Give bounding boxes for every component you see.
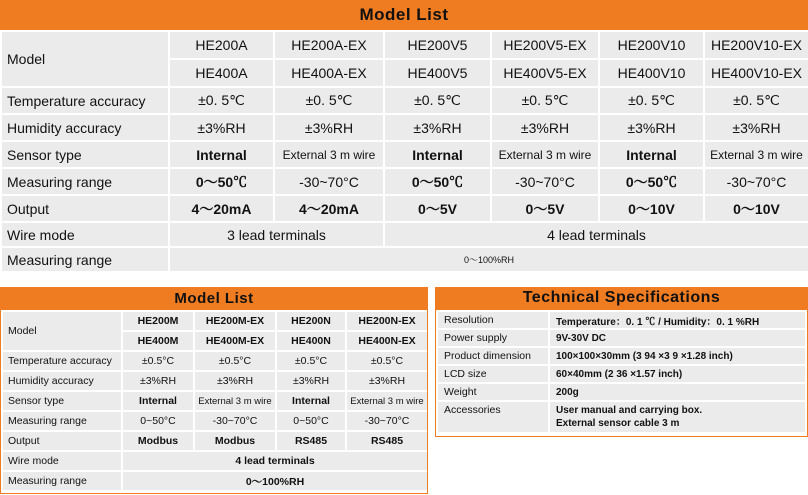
hum-cell: ±3%RH — [275, 115, 383, 140]
model-label: Model — [2, 32, 168, 86]
sensor-cell: Internal — [600, 142, 703, 167]
range-cell: -30~70°C — [275, 169, 383, 194]
measuring-range-label: Measuring range — [2, 169, 168, 194]
humidity-accuracy-label: Humidity accuracy — [2, 115, 168, 140]
measuring-range-label: Measuring range — [3, 412, 121, 430]
temp-cell: ±0.5°C — [347, 352, 427, 370]
hum-cell: ±3%RH — [385, 115, 490, 140]
sensor-cell: Internal — [277, 392, 345, 410]
temp-cell: ±0. 5℃ — [385, 88, 490, 113]
output-cell: 4～20mA — [275, 196, 383, 221]
wire-cell: 4 lead terminals — [123, 452, 427, 470]
output-cell: 0～10V — [705, 196, 808, 221]
bottom-model-table-panel — [0, 309, 428, 494]
temp-cell: ±0. 5℃ — [492, 88, 598, 113]
range-cell: 0～50℃ — [600, 169, 703, 194]
model-cell: HE400M-EX — [195, 332, 275, 350]
spec-key: LCD size — [438, 366, 548, 382]
wire-mode-label: Wire mode — [3, 452, 121, 470]
sensor-cell: Internal — [123, 392, 193, 410]
output-label: Output — [3, 432, 121, 450]
output-cell: RS485 — [347, 432, 427, 450]
sensor-cell: External 3 m wire — [195, 392, 275, 410]
output-cell: 4～20mA — [170, 196, 273, 221]
model-cell: HE200V5 — [385, 32, 490, 58]
model-cell: HE400A — [170, 60, 273, 86]
sensor-cell: External 3 m wire — [275, 142, 383, 167]
range-cell: -30~70°C — [492, 169, 598, 194]
model-cell: HE400V10 — [600, 60, 703, 86]
output-cell: RS485 — [277, 432, 345, 450]
sensor-cell: External 3 m wire — [492, 142, 598, 167]
range-cell: 0～50℃ — [385, 169, 490, 194]
spec-value: Temperature：0. 1 ℃ / Humidity：0. 1 %RH — [550, 312, 805, 328]
model-cell: HE400M — [123, 332, 193, 350]
hum-cell: ±3%RH — [170, 115, 273, 140]
sensor-type-label: Sensor type — [2, 142, 168, 167]
model-cell: HE200V10-EX — [705, 32, 808, 58]
tech-specs-header — [435, 287, 808, 309]
spec-key: Resolution — [438, 312, 548, 328]
wire-mode-label: Wire mode — [2, 223, 168, 246]
temp-cell: ±0. 5℃ — [170, 88, 273, 113]
range-cell: 0~50°C — [277, 412, 345, 430]
hum-cell: ±3%RH — [600, 115, 703, 140]
measuring-range-humidity-label: Measuring range — [2, 248, 168, 271]
accessories-line-2: External sensor cable 3 m — [556, 418, 680, 429]
temp-cell: ±0. 5℃ — [275, 88, 383, 113]
bottom-model-list-header — [0, 287, 428, 309]
sensor-type-label: Sensor type — [3, 392, 121, 410]
model-label: Model — [3, 312, 121, 350]
hum-cell: ±3%RH — [347, 372, 427, 390]
model-cell: HE400V10-EX — [705, 60, 808, 86]
range-cell: -30~70°C — [705, 169, 808, 194]
spec-value-accessories — [550, 402, 805, 432]
sensor-cell: External 3 m wire — [705, 142, 808, 167]
range-cell: -30~70°C — [195, 412, 275, 430]
model-cell: HE400V5 — [385, 60, 490, 86]
humidity-range-cell: 0～100%RH — [123, 472, 427, 490]
hum-cell: ±3%RH — [492, 115, 598, 140]
temp-cell: ±0.5°C — [195, 352, 275, 370]
range-cell: -30~70°C — [347, 412, 427, 430]
output-cell: Modbus — [195, 432, 275, 450]
output-cell: 0～5V — [385, 196, 490, 221]
hum-cell: ±3%RH — [123, 372, 193, 390]
temp-cell: ±0. 5℃ — [600, 88, 703, 113]
model-cell: HE200M — [123, 312, 193, 330]
temp-cell: ±0.5°C — [277, 352, 345, 370]
top-model-list-title: Model List — [359, 5, 449, 24]
spec-key: Weight — [438, 384, 548, 400]
spec-key: Power supply — [438, 330, 548, 346]
model-cell: HE400A-EX — [275, 60, 383, 86]
output-cell: 0～10V — [600, 196, 703, 221]
model-cell: HE400V5-EX — [492, 60, 598, 86]
humidity-range-cell: 0～100%RH — [170, 248, 808, 271]
bottom-model-list-title: Model List — [174, 289, 254, 307]
model-cell: HE200V10 — [600, 32, 703, 58]
model-cell: HE200A — [170, 32, 273, 58]
output-cell: 0～5V — [492, 196, 598, 221]
top-model-list-header — [0, 0, 808, 30]
model-cell: HE200N — [277, 312, 345, 330]
model-cell: HE200M-EX — [195, 312, 275, 330]
spec-value: 100×100×30mm (3 94 ×3 9 ×1.28 inch) — [550, 348, 805, 364]
output-cell: Modbus — [123, 432, 193, 450]
sensor-cell: External 3 m wire — [347, 392, 427, 410]
hum-cell: ±3%RH — [195, 372, 275, 390]
accessories-line-1: User manual and carrying box. — [556, 405, 703, 416]
tech-specs-panel — [435, 309, 808, 437]
sensor-cell: Internal — [385, 142, 490, 167]
range-cell: 0~50°C — [123, 412, 193, 430]
bottom-model-table — [1, 310, 429, 492]
temp-cell: ±0. 5℃ — [705, 88, 808, 113]
wire-cell: 4 lead terminals — [385, 223, 808, 246]
hum-cell: ±3%RH — [705, 115, 808, 140]
range-cell: 0～50℃ — [170, 169, 273, 194]
spec-key: Accessories — [438, 402, 548, 432]
temp-cell: ±0.5°C — [123, 352, 193, 370]
tech-specs-title: Technical Specifications — [522, 289, 721, 306]
top-model-table — [0, 30, 808, 273]
model-cell: HE200N-EX — [347, 312, 427, 330]
tech-specs-table — [436, 310, 807, 434]
model-cell: HE400N — [277, 332, 345, 350]
model-cell: HE200A-EX — [275, 32, 383, 58]
model-cell: HE400N-EX — [347, 332, 427, 350]
sensor-cell: Internal — [170, 142, 273, 167]
spec-value: 200g — [550, 384, 805, 400]
temperature-accuracy-label: Temperature accuracy — [3, 352, 121, 370]
output-label: Output — [2, 196, 168, 221]
top-model-table-panel — [0, 30, 808, 276]
hum-cell: ±3%RH — [277, 372, 345, 390]
spec-value: 60×40mm (2 36 ×1.57 inch) — [550, 366, 805, 382]
spec-key: Product dimension — [438, 348, 548, 364]
wire-cell: 3 lead terminals — [170, 223, 383, 246]
temperature-accuracy-label: Temperature accuracy — [2, 88, 168, 113]
model-cell: HE200V5-EX — [492, 32, 598, 58]
measuring-range-humidity-label: Measuring range — [3, 472, 121, 490]
humidity-accuracy-label: Humidity accuracy — [3, 372, 121, 390]
spec-value: 9V-30V DC — [550, 330, 805, 346]
